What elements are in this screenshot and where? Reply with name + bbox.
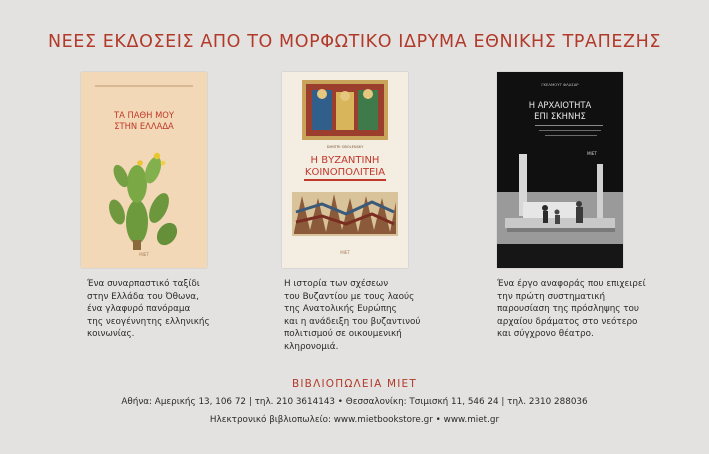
description-line: κληρονομιά.: [284, 341, 339, 352]
theatre-cover-illustration: [497, 72, 623, 268]
bookstore-title: ΒΙΒΛΙΟΠΩΛΕΙΑ ΜΙΕΤ: [291, 378, 417, 390]
book-description-1: [87, 278, 237, 341]
byzantine-miniature-icon: [302, 80, 388, 140]
description-line: ένα γλαφυρό πανόραμα: [87, 304, 191, 315]
byzantine-cover-illustration: [282, 72, 408, 268]
store-addresses: Αθήνα: Αμερικής 13, 106 72 | τηλ. 210 3614143 • Θεσσαλονίκη: Τσιμισκή 11, 546 24 | τηλ. 2310 288036: [121, 397, 588, 407]
book-cover-byzantini-koinopoliteia[interactable]: [282, 72, 408, 268]
svg-text:DIMITRI OBOLENSKY: DIMITRI OBOLENSKY: [326, 145, 364, 149]
book-cover-ta-pathi-mou[interactable]: [81, 72, 207, 268]
description-line: αρχαίου δράματος στο νεότερο: [497, 316, 638, 327]
description-line: της Ανατολικής Ευρώπης: [284, 304, 397, 315]
description-line: Η ιστορία των σχέσεων: [284, 279, 389, 289]
description-line: παρουσίαση της πρόσληψης του: [497, 304, 640, 315]
description-line: πολιτισμού σε οικουμενική: [284, 329, 402, 340]
book-description-2: [284, 278, 434, 354]
description-line: στην Ελλάδα του Όθωνα,: [87, 291, 199, 302]
cover-title-line-1: ΤΑ ΠΑΘΗ ΜΟΥ: [113, 110, 175, 120]
description-line: την πρώτη συστηματική: [497, 291, 606, 302]
svg-text:ΜΙΕΤ: ΜΙΕΤ: [139, 252, 149, 257]
cover-title-line-1: Η ΑΡΧΑΙΟΤΗΤΑ: [528, 100, 592, 110]
store-websites[interactable]: Ηλεκτρονικό βιβλιοπωλείο: www.mietbookstore.gr • www.miet.gr: [209, 415, 500, 425]
description-line: Ένα συναρπαστικό ταξίδι: [87, 279, 200, 289]
cover-title-line-1: Η ΒΥΖΑΝΤΙΝΗ: [310, 155, 380, 166]
book-description-3: [497, 278, 647, 341]
description-line: και η ανάδειξη του βυζαντινού: [284, 316, 421, 327]
description-line: Ένα έργο αναφοράς που επιχειρεί: [497, 279, 646, 289]
cover-title-line-2: ΕΠΙ ΣΚΗΝΗΣ: [534, 111, 586, 121]
svg-text:ΜΙΕΤ: ΜΙΕΤ: [340, 250, 350, 255]
description-line: κοινωνίας.: [87, 329, 135, 340]
cover-title-line-2: ΚΟΙΝΟΠΟΛΙΤΕΙΑ: [304, 167, 386, 178]
book-cover-archaiotita-epi-skinis[interactable]: [497, 72, 623, 268]
page-headline: ΝΕΕΣ ΕΚΔΟΣΕΙΣ ΑΠΟ ΤΟ ΜΟΡΦΩΤΙΚΟ ΙΔΡΥΜΑ ΕΘΝΙΚΗΣ ΤΡΑΠΕΖΗΣ: [47, 32, 662, 52]
cactus-cover-illustration: [81, 72, 207, 268]
description-line: του Βυζαντίου με τους λαούς: [284, 291, 415, 302]
description-line: της νεογέννητης ελληνικής: [87, 316, 210, 327]
description-line: και σύγχρονο θέατρο.: [497, 329, 594, 340]
cover-publisher: ΜΙΕΤ: [586, 151, 597, 156]
svg-text:ΓΚΕΛΜΟΥΤ ΦΛΑΣΑΡ: ΓΚΕΛΜΟΥΤ ΦΛΑΣΑΡ: [541, 82, 579, 87]
cover-title-line-2: ΣΤΗΝ ΕΛΛΑΔΑ: [114, 121, 174, 131]
battle-scene-icon: [292, 192, 398, 236]
